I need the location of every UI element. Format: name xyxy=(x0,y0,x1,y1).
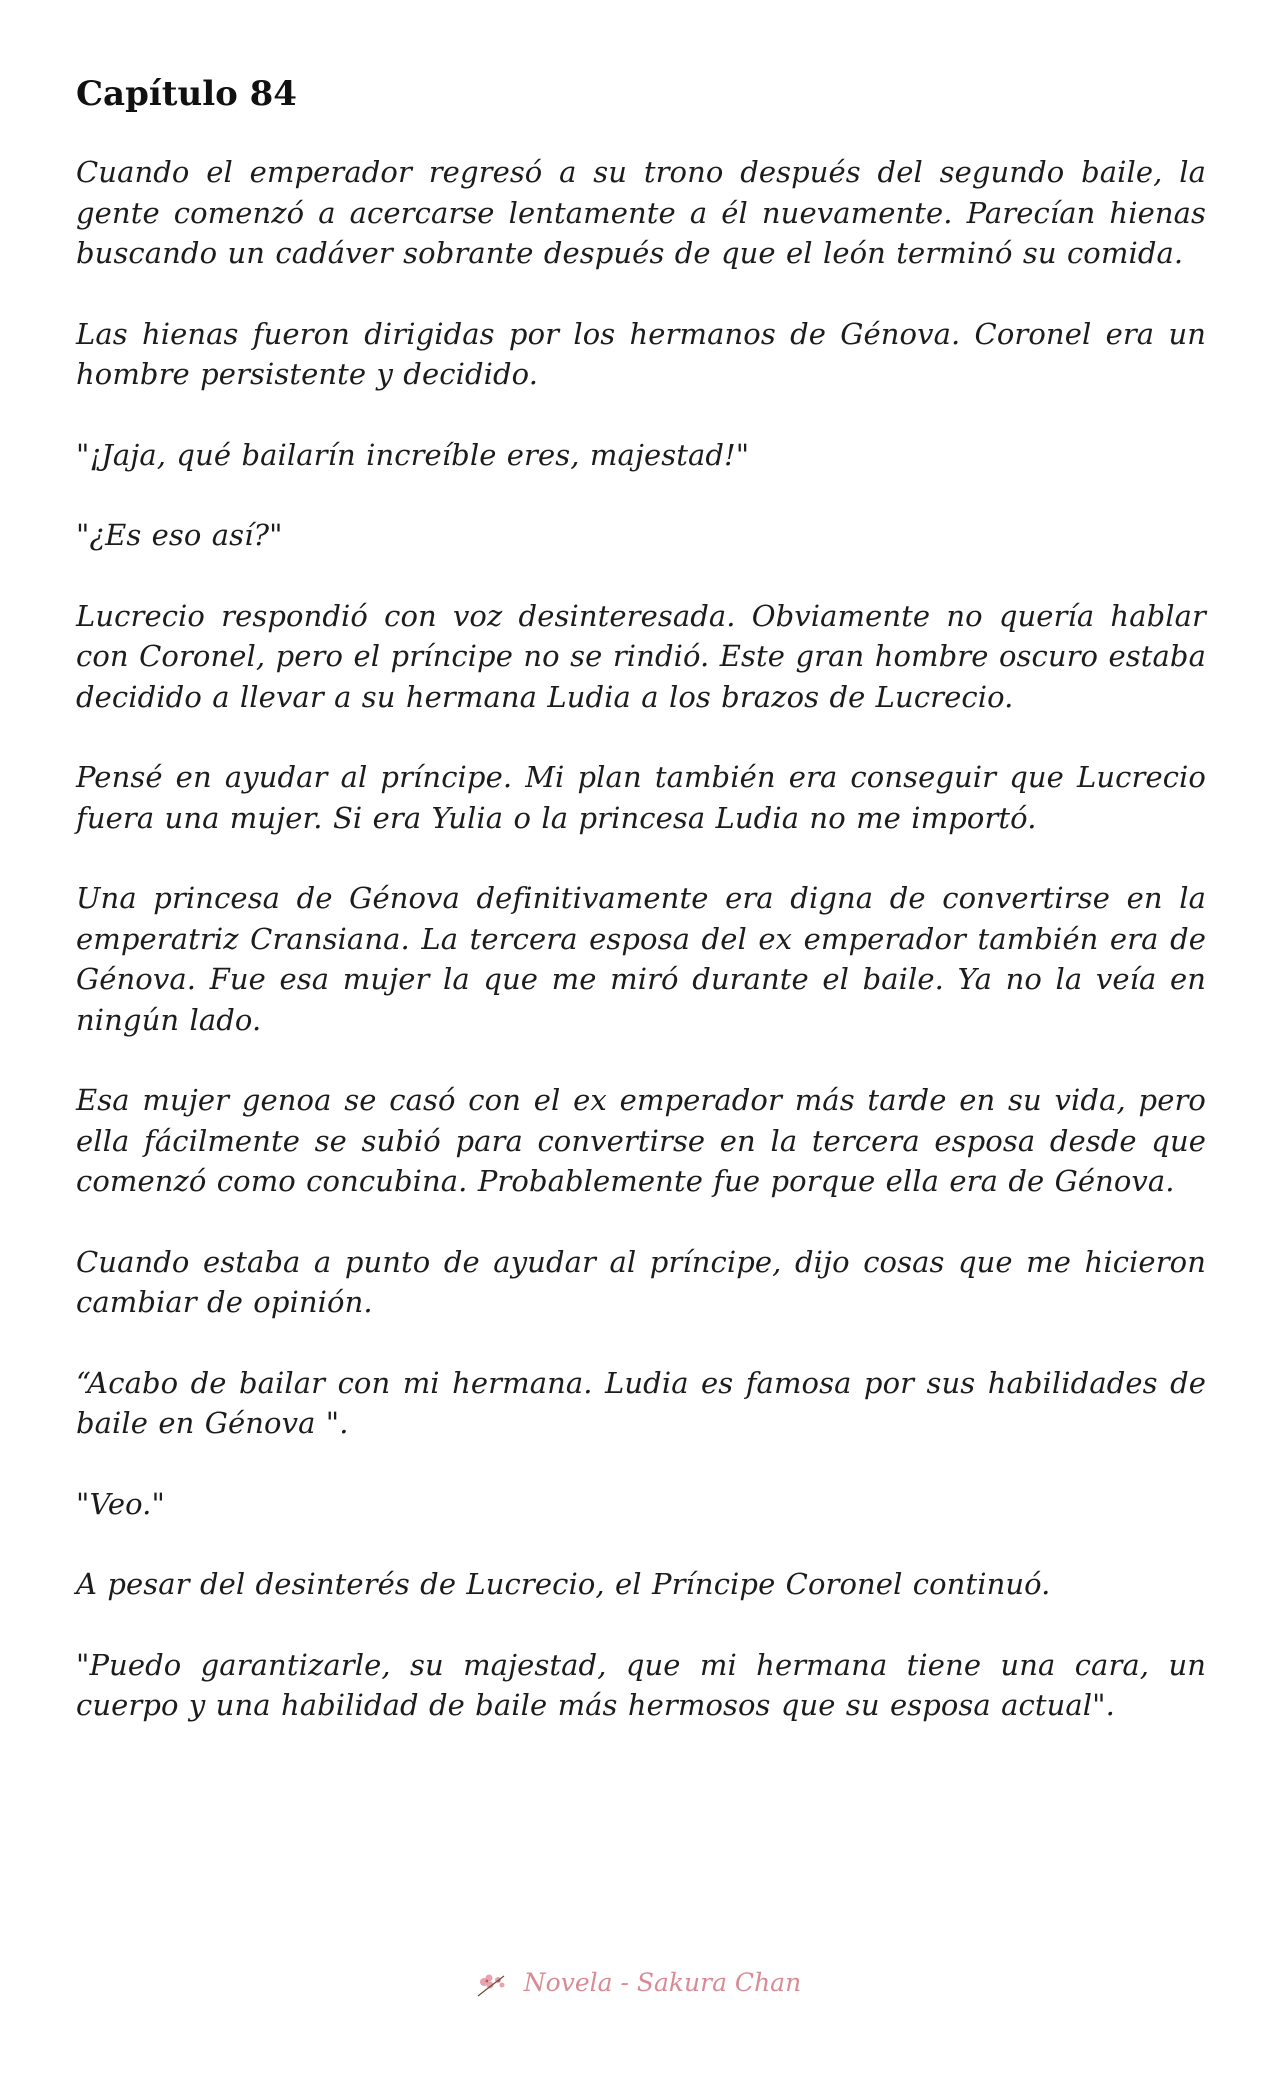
paragraph: Las hienas fueron dirigidas por los hermanos de Génova. Coronel era un hombre persistente y decidido. xyxy=(76,316,1206,391)
paragraph: Esa mujer genoa se casó con el ex emperador más tarde en su vida, pero ella fácilmente se subió para convertirse en la tercera esposa desde que comenzó como concubina. Probablemente fue porque ella era de Génova. xyxy=(76,1083,1206,1198)
paragraph: "¡Jaja, qué bailarín increíble eres, majestad!" xyxy=(76,437,750,472)
paragraph: Pensé en ayudar al príncipe. Mi plan también era conseguir que Lucrecio fuera una mujer. Si era Yulia o la princesa Ludia no me importó. xyxy=(76,760,1206,835)
document-page xyxy=(76,72,1206,1766)
paragraph: Lucrecio respondió con voz desinteresada. Obviamente no quería hablar con Coronel, pero el príncipe no se rindió. Este gran hombre oscuro estaba decidido a llevar a su hermana Ludia a los brazos de Lucrecio. xyxy=(76,598,1206,714)
paragraph: "Veo." xyxy=(76,1486,165,1521)
paragraph: Una princesa de Génova definitivamente era digna de convertirse en la emperatriz Cransiana. La tercera esposa del ex emperador también era de Génova. Fue esa mujer la que me miró durante el baile. Ya no la veía en ningún lado. xyxy=(76,881,1206,1037)
paragraph: Cuando estaba a punto de ayudar al príncipe, dijo cosas que me hicieron cambiar de opinión. xyxy=(76,1244,1206,1319)
paragraph: "¿Es eso así?" xyxy=(76,518,283,552)
paragraph: “Acabo de bailar con mi hermana. Ludia es famosa por sus habilidades de baile en Génova ". xyxy=(76,1365,1206,1440)
paragraph: Cuando el emperador regresó a su trono después del segundo baile, la gente comenzó a acercarse lentamente a él nuevamente. Parecían hienas buscando un cadáver sobrante después de que el león terminó su comida. xyxy=(76,155,1206,270)
chapter-title: Capítulo 84 xyxy=(76,74,297,114)
sakura-flower-icon xyxy=(474,1970,510,2000)
watermark xyxy=(0,1968,1275,2000)
paragraph: A pesar del desinterés de Lucrecio, el Príncipe Coronel continuó. xyxy=(76,1567,1051,1601)
paragraph: "Puedo garantizarle, su majestad, que mi hermana tiene una cara, un cuerpo y una habilidad de baile más hermosos que su esposa actual". xyxy=(76,1647,1206,1722)
watermark-text: Novela - Sakura Chan xyxy=(523,1968,802,1997)
